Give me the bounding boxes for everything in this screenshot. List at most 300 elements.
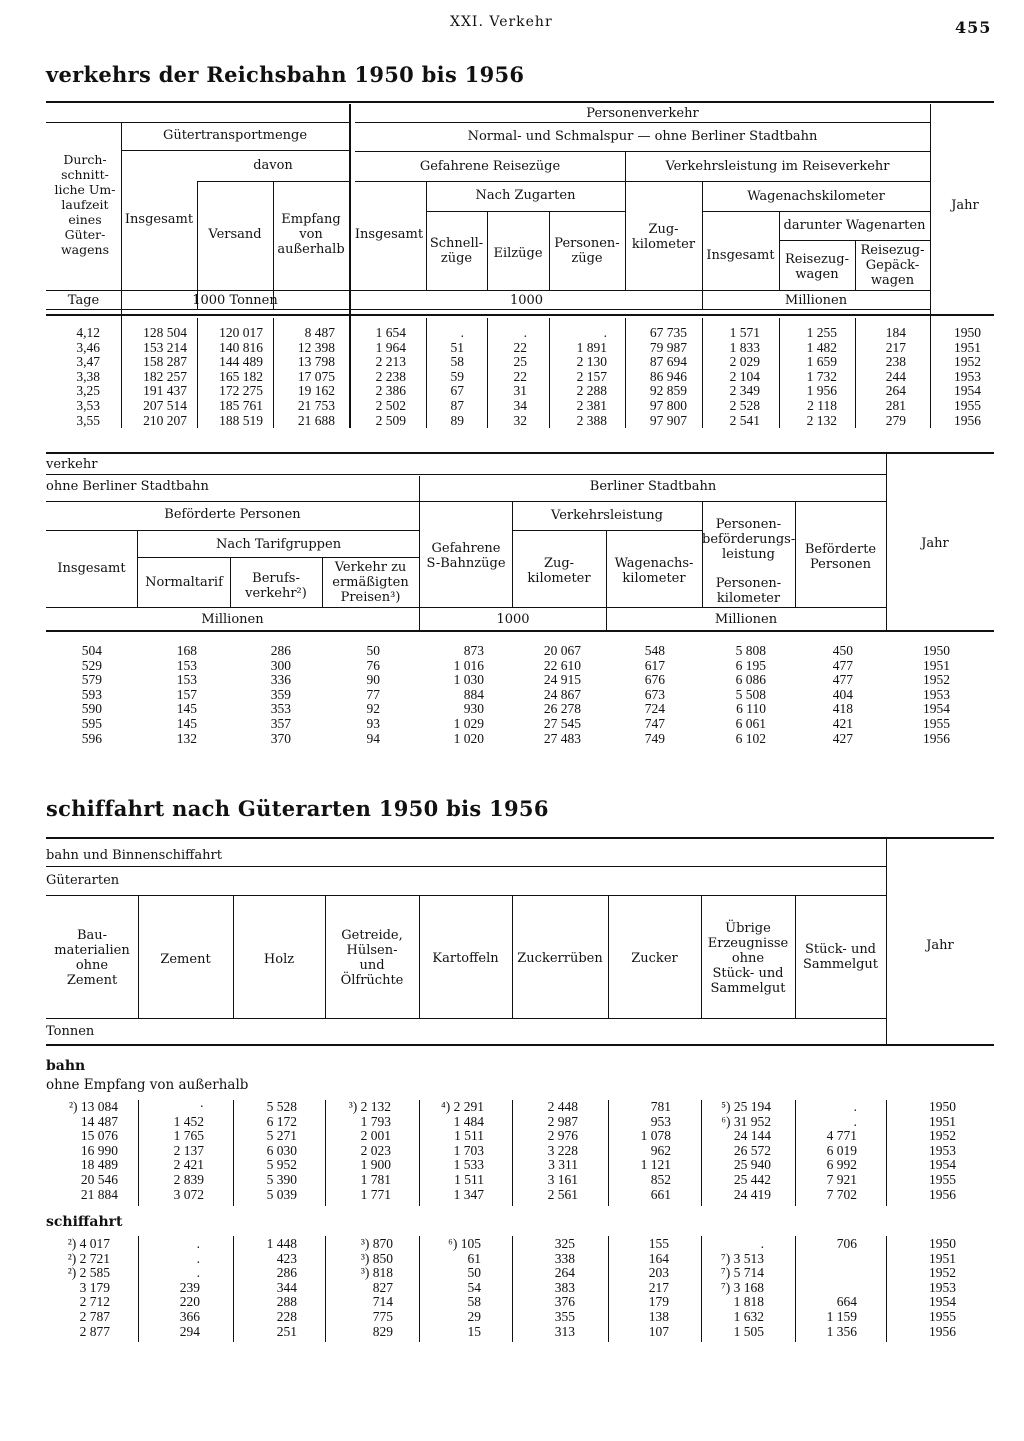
col-umlaufzeit-cell: 4,12 bbox=[76, 325, 100, 340]
h-verkehrsleistung: Verkehrsleistung im Reiseverkehr bbox=[665, 159, 890, 174]
page-number: 455 bbox=[955, 18, 992, 37]
bahn-col-zement-cell: 3 072 bbox=[173, 1186, 204, 1202]
bahn-col-zement-cell: 1 765 bbox=[173, 1128, 204, 1144]
col-zugkilometer-cell: 92 859 bbox=[649, 383, 687, 399]
schiff-col-holz-cell: 286 bbox=[276, 1265, 297, 1281]
bahn-col-bau-cell: 15 076 bbox=[80, 1128, 118, 1144]
t2-col-jahr-cell: 1950 bbox=[923, 643, 950, 658]
t3-u-tonnen: Tonnen bbox=[46, 1024, 95, 1039]
schiff-col-getreide-cell: ³) 818 bbox=[360, 1265, 393, 1281]
t2-col-zugkm-cell: 24 915 bbox=[543, 672, 581, 688]
bahn-col-zucker-cell: 953 bbox=[650, 1113, 671, 1129]
schiff-col-zement bbox=[138, 1237, 200, 1339]
schiff-col-jahr-cell: 1953 bbox=[929, 1279, 956, 1295]
u-tage: Tage bbox=[67, 293, 100, 308]
t2-col-ermaessigt-cell: 94 bbox=[366, 730, 380, 746]
col-empfang bbox=[273, 326, 335, 428]
t2-col-zugkm bbox=[512, 644, 581, 746]
bahn-col-zuckerrueben-cell: 3 311 bbox=[548, 1157, 578, 1173]
bahn-col-stueck-cell: . bbox=[853, 1113, 857, 1129]
h-reisezugwagen: Reisezug- wagen bbox=[785, 252, 849, 282]
h-wagenachskilometer: Wagenachskilometer bbox=[747, 189, 885, 204]
schiff-col-zucker bbox=[608, 1237, 669, 1339]
schiff-col-kartoffeln-cell: 61 bbox=[467, 1250, 481, 1266]
t2-col-personenkm-cell: 5 808 bbox=[735, 643, 766, 658]
col-wagenachskm bbox=[702, 326, 760, 428]
t2-col-beruf-cell: 370 bbox=[270, 730, 291, 746]
bahn-col-zuckerrueben-cell: 3 228 bbox=[547, 1142, 578, 1158]
col-zugkilometer bbox=[625, 326, 687, 428]
bahn-col-zucker-cell: 852 bbox=[650, 1171, 671, 1187]
col-reisezuege-cell: 2 386 bbox=[375, 383, 406, 399]
bahn-col-holz-cell: 5 952 bbox=[266, 1157, 297, 1173]
col-zugkilometer-cell: 97 907 bbox=[649, 412, 687, 428]
bahn-col-stueck bbox=[795, 1100, 857, 1202]
schiff-col-bau-cell: ²) 2 721 bbox=[67, 1250, 110, 1266]
t2-col-wagenachskm-cell: 747 bbox=[644, 715, 665, 731]
bahn-col-zement bbox=[138, 1100, 204, 1202]
t3-zement: Zement bbox=[160, 952, 211, 967]
bahn-col-kartoffeln-cell: ⁴) 2 291 bbox=[441, 1099, 484, 1114]
col-umlaufzeit-cell: 3,53 bbox=[76, 397, 100, 413]
t2-sbahnzuege: Gefahrene S-Bahnzüge bbox=[426, 541, 506, 571]
schiff-col-getreide-cell: 827 bbox=[372, 1279, 393, 1295]
col-jahr-1-cell: 1956 bbox=[954, 412, 981, 428]
bahn-col-zement-cell: · bbox=[199, 1099, 204, 1114]
t2-col-sbahn-cell: 1 030 bbox=[453, 672, 484, 688]
t2-col-normaltarif-cell: 168 bbox=[176, 643, 197, 658]
schiff-col-zement-cell: 366 bbox=[179, 1308, 200, 1324]
bahn-col-bau-cell: 20 546 bbox=[80, 1171, 118, 1187]
t2-ohne-berliner: ohne Berliner Stadtbahn bbox=[46, 479, 209, 494]
schiff-col-getreide-cell: 829 bbox=[372, 1323, 393, 1339]
t2-col-ermaessigt-cell: 90 bbox=[366, 672, 380, 688]
schiff-col-zucker-cell: 138 bbox=[648, 1308, 669, 1324]
schiff-col-zuckerrueben-cell: 313 bbox=[554, 1323, 575, 1339]
t2-wagenachskm: Wagenachs- kilometer bbox=[614, 556, 694, 586]
col-schnellzuege-cell: 51 bbox=[450, 339, 464, 355]
col-reisezuege-cell: 2 213 bbox=[375, 354, 406, 370]
bahn-col-bau-cell: ²) 13 084 bbox=[68, 1099, 118, 1114]
table3-title: schiffahrt nach Güterarten 1950 bis 1956 bbox=[46, 796, 549, 821]
bahn-col-jahr-cell: 1954 bbox=[929, 1157, 956, 1173]
t2-col-ermaessigt bbox=[322, 644, 380, 746]
t2-personenbefoerderung: Personen- beförderungs- leistung bbox=[702, 517, 796, 562]
h-personenverkehr: Personenverkehr bbox=[586, 106, 699, 121]
bahn-col-stueck-cell: 7 921 bbox=[826, 1171, 857, 1187]
schiff-col-kartoffeln-cell: 29 bbox=[467, 1308, 481, 1324]
bahn-col-stueck-cell: 6 019 bbox=[826, 1142, 857, 1158]
schiff-col-holz-cell: 344 bbox=[276, 1279, 297, 1295]
col-gepaeckwagen-cell: 217 bbox=[885, 339, 906, 355]
u-1000: 1000 bbox=[509, 293, 544, 308]
schiff-col-zement-cell: . bbox=[196, 1265, 200, 1281]
schiff-col-holz bbox=[233, 1237, 297, 1339]
bahn-col-uebrige-cell: 25 442 bbox=[733, 1171, 771, 1187]
t2-col-jahr-cell: 1954 bbox=[923, 701, 950, 717]
t3-baumaterialien: Bau- materialien ohne Zement bbox=[54, 928, 130, 988]
t2-jahr: Jahr bbox=[921, 536, 949, 551]
h-guetertransport: Gütertransportmenge bbox=[162, 128, 308, 143]
t2-befoerderte: Beförderte Personen bbox=[804, 542, 877, 572]
t2-col-wagenachskm bbox=[606, 644, 665, 746]
col-umlaufzeit-cell: 3,25 bbox=[76, 383, 100, 399]
bahn-col-zucker-cell: 1 078 bbox=[640, 1128, 671, 1144]
h-insgesamt-gueter: Insgesamt bbox=[124, 212, 194, 227]
bahn-col-kartoffeln-cell: 1 703 bbox=[453, 1142, 484, 1158]
t3-kartoffeln: Kartoffeln bbox=[432, 951, 499, 966]
col-umlaufzeit-cell: 3,46 bbox=[76, 339, 100, 355]
t2-col-personenkm-cell: 6 086 bbox=[735, 672, 766, 688]
t2-col-sbahn-cell: 884 bbox=[463, 686, 484, 702]
t2-col-normaltarif bbox=[138, 644, 197, 746]
col-personenzuege-cell: 2 157 bbox=[576, 368, 607, 384]
schiff-col-uebrige-cell: ⁷) 3 513 bbox=[721, 1250, 764, 1266]
t2-col-befoerderte-cell: 421 bbox=[832, 715, 853, 731]
schiff-col-zuckerrueben-cell: 325 bbox=[554, 1236, 575, 1251]
bahn-col-uebrige-cell: 24 419 bbox=[733, 1186, 771, 1202]
col-gueter-insgesamt-cell: 158 287 bbox=[143, 354, 187, 370]
col-reisezugwagen-cell: 2 132 bbox=[806, 412, 837, 428]
schiff-col-zement-cell: . bbox=[196, 1236, 200, 1251]
bahn-col-getreide-cell: 1 793 bbox=[360, 1113, 391, 1129]
schiff-col-holz-cell: 288 bbox=[276, 1294, 297, 1310]
bahn-col-jahr-cell: 1951 bbox=[929, 1113, 956, 1129]
schiff-col-bau-cell: ²) 4 017 bbox=[67, 1236, 110, 1251]
bahn-col-uebrige-cell: 26 572 bbox=[733, 1142, 771, 1158]
bahn-col-jahr-cell: 1955 bbox=[929, 1171, 956, 1187]
schiff-col-zucker-cell: 217 bbox=[648, 1279, 669, 1295]
bahn-col-zement-cell: 2 421 bbox=[173, 1157, 204, 1173]
u-1000-tonnen: 1000 Tonnen bbox=[192, 293, 278, 308]
bahn-col-kartoffeln-cell: 1 484 bbox=[453, 1113, 484, 1129]
col-personenzuege-cell: 1 891 bbox=[576, 339, 607, 355]
t2-col-personenkm-cell: 6 195 bbox=[735, 657, 766, 673]
col-gepaeckwagen-cell: 264 bbox=[885, 383, 906, 399]
h-nach-zugarten: Nach Zugarten bbox=[475, 188, 576, 203]
t2-col-personenkm-cell: 6 102 bbox=[735, 730, 766, 746]
col-personenzuege-cell: 2 130 bbox=[576, 354, 607, 370]
t2-col-normaltarif-cell: 145 bbox=[176, 715, 197, 731]
schiff-col-zuckerrueben-cell: 383 bbox=[554, 1279, 575, 1295]
t2-col-beruf-cell: 286 bbox=[270, 643, 291, 658]
col-jahr-1-cell: 1951 bbox=[954, 339, 981, 355]
t3-gueterarten: Güterarten bbox=[46, 873, 120, 888]
col-versand-cell: 172 275 bbox=[219, 383, 263, 399]
bahn-col-getreide-cell: 1 900 bbox=[360, 1157, 391, 1173]
col-empfang-cell: 19 162 bbox=[297, 383, 335, 399]
t2-col-wagenachskm-cell: 548 bbox=[644, 643, 665, 658]
t2-col-ermaessigt-cell: 77 bbox=[366, 686, 380, 702]
t2-col-insgesamt-cell: 590 bbox=[81, 701, 102, 717]
t2-col-jahr-cell: 1956 bbox=[923, 730, 950, 746]
col-empfang-cell: 21 688 bbox=[297, 412, 335, 428]
t2-berufsverkehr: Berufs- verkehr²) bbox=[245, 571, 307, 601]
t2-col-normaltarif-cell: 145 bbox=[176, 701, 197, 717]
bahn-col-getreide-cell: ³) 2 132 bbox=[348, 1099, 391, 1114]
schiff-col-zement-cell: 220 bbox=[179, 1294, 200, 1310]
t2-col-beruf-cell: 357 bbox=[270, 715, 291, 731]
bahn-col-kartoffeln-cell: 1 533 bbox=[453, 1157, 484, 1173]
t2-col-personenkm-cell: 6 110 bbox=[736, 701, 766, 717]
schiff-col-zucker-cell: 107 bbox=[648, 1323, 669, 1339]
col-gueter-insgesamt-cell: 153 214 bbox=[143, 339, 187, 355]
col-wagenachskm-cell: 1 571 bbox=[729, 325, 760, 340]
col-versand-cell: 120 017 bbox=[219, 325, 263, 340]
bahn-col-bau-cell: 21 884 bbox=[80, 1186, 118, 1202]
t3-getreide: Getreide, Hülsen- und Ölfrüchte bbox=[340, 928, 404, 988]
bahn-col-holz-cell: 5 528 bbox=[266, 1099, 297, 1114]
schiff-col-jahr-cell: 1952 bbox=[929, 1265, 956, 1281]
t2-col-normaltarif-cell: 132 bbox=[176, 730, 197, 746]
col-reisezuege-cell: 2 502 bbox=[375, 397, 406, 413]
schiff-col-getreide-cell: 714 bbox=[372, 1294, 393, 1310]
schiff-col-zement-cell: 294 bbox=[179, 1323, 200, 1339]
t3-holz: Holz bbox=[263, 952, 295, 967]
bahn-col-uebrige-cell: ⁵) 25 194 bbox=[721, 1099, 771, 1114]
t2-col-sbahn-cell: 873 bbox=[463, 643, 484, 658]
bahn-col-zement-cell: 2 137 bbox=[173, 1142, 204, 1158]
t2-u-millionen-2: Millionen bbox=[714, 612, 778, 627]
bahn-col-bau-cell: 16 990 bbox=[80, 1142, 118, 1158]
schiff-col-holz-cell: 251 bbox=[276, 1323, 297, 1339]
t2-col-ermaessigt-cell: 92 bbox=[366, 701, 380, 717]
schiff-col-holz-cell: 1 448 bbox=[266, 1236, 297, 1251]
col-versand-cell: 165 182 bbox=[219, 368, 263, 384]
bahn-col-getreide-cell: 2 023 bbox=[360, 1142, 391, 1158]
schiff-col-zucker-cell: 179 bbox=[648, 1294, 669, 1310]
t2-col-sbahn bbox=[420, 644, 484, 746]
h-zugkilometer: Zug- kilometer bbox=[631, 222, 696, 252]
t2-col-jahr-cell: 1952 bbox=[923, 672, 950, 688]
bahn-col-stueck-cell: . bbox=[853, 1099, 857, 1114]
t2-col-ermaessigt-cell: 93 bbox=[366, 715, 380, 731]
t2-col-insgesamt-cell: 596 bbox=[81, 730, 102, 746]
col-empfang-cell: 12 398 bbox=[297, 339, 335, 355]
schiff-col-kartoffeln bbox=[419, 1237, 481, 1339]
col-gepaeckwagen-cell: 281 bbox=[885, 397, 906, 413]
t2-verkehr: verkehr bbox=[46, 457, 98, 472]
t2-col-zugkm-cell: 20 067 bbox=[543, 643, 581, 658]
t3-section-schiffahrt: schiffahrt bbox=[46, 1214, 123, 1230]
col-empfang-cell: 17 075 bbox=[297, 368, 335, 384]
col-wagenachskm-cell: 2 349 bbox=[729, 383, 760, 399]
t2-insgesamt: Insgesamt bbox=[57, 561, 126, 576]
t2-col-befoerderte-cell: 477 bbox=[832, 672, 853, 688]
schiff-col-holz-cell: 228 bbox=[276, 1308, 297, 1324]
col-versand-cell: 140 816 bbox=[219, 339, 263, 355]
t3-stueckgut: Stück- und Sammelgut bbox=[802, 942, 879, 972]
t2-col-normaltarif-cell: 157 bbox=[176, 686, 197, 702]
col-reisezugwagen-cell: 1 956 bbox=[806, 383, 837, 399]
t2-col-jahr-cell: 1953 bbox=[923, 686, 950, 702]
bahn-col-zuckerrueben-cell: 2 561 bbox=[547, 1186, 578, 1202]
col-gueter-insgesamt-cell: 182 257 bbox=[143, 368, 187, 384]
bahn-col-getreide-cell: 1 781 bbox=[360, 1171, 391, 1187]
col-versand-cell: 188 519 bbox=[219, 412, 263, 428]
col-gepaeckwagen-cell: 238 bbox=[885, 354, 906, 370]
col-gepaeckwagen-cell: 184 bbox=[885, 325, 906, 340]
col-reisezuege bbox=[351, 326, 406, 428]
col-schnellzuege-cell: 58 bbox=[450, 354, 464, 370]
col-schnellzuege-cell: 67 bbox=[450, 383, 464, 399]
bahn-col-jahr-cell: 1953 bbox=[929, 1142, 956, 1158]
bahn-col-uebrige-cell: 24 144 bbox=[733, 1128, 771, 1144]
col-zugkilometer-cell: 87 694 bbox=[649, 354, 687, 370]
col-versand-cell: 185 761 bbox=[219, 397, 263, 413]
bahn-col-zement-cell: 1 452 bbox=[173, 1113, 204, 1129]
schiff-col-uebrige-cell: 1 505 bbox=[733, 1323, 764, 1339]
col-gueter-insgesamt bbox=[121, 326, 187, 428]
bahn-col-zuckerrueben-cell: 2 987 bbox=[547, 1113, 578, 1129]
h-schnellzuege: Schnell- züge bbox=[429, 236, 484, 266]
bahn-col-holz-cell: 5 039 bbox=[266, 1186, 297, 1202]
h-darunter-wagenarten: darunter Wagenarten bbox=[783, 218, 926, 233]
col-jahr-1-cell: 1955 bbox=[954, 397, 981, 413]
bahn-col-kartoffeln-cell: 1 511 bbox=[454, 1171, 484, 1187]
schiff-col-jahr bbox=[886, 1237, 956, 1339]
h-umlaufzeit: Durch- schnitt- liche Um- laufzeit eines Güter- wagens bbox=[54, 152, 116, 257]
col-personenzuege-cell: 2 388 bbox=[576, 412, 607, 428]
t2-col-ermaessigt-cell: 76 bbox=[366, 657, 380, 673]
col-personenzuege-cell: 2 288 bbox=[576, 383, 607, 399]
schiff-col-bau bbox=[46, 1237, 110, 1339]
t2-col-personenkm-cell: 6 061 bbox=[735, 715, 766, 731]
col-empfang-cell: 8 487 bbox=[304, 325, 335, 340]
t2-col-insgesamt bbox=[46, 644, 102, 746]
t3-jahr: Jahr bbox=[926, 938, 954, 953]
col-versand-cell: 144 489 bbox=[219, 354, 263, 370]
col-versand bbox=[197, 326, 263, 428]
bahn-col-holz-cell: 5 271 bbox=[266, 1128, 297, 1144]
schiff-col-zucker-cell: 203 bbox=[648, 1265, 669, 1281]
t2-normaltarif: Normaltarif bbox=[145, 575, 223, 590]
col-schnellzuege-cell: 89 bbox=[450, 412, 464, 428]
schiff-col-kartoffeln-cell: 58 bbox=[467, 1294, 481, 1310]
section-header: XXI. Verkehr bbox=[450, 14, 553, 30]
t2-col-wagenachskm-cell: 673 bbox=[644, 686, 665, 702]
schiff-col-bau-cell: 2 787 bbox=[79, 1308, 110, 1324]
schiff-col-zuckerrueben-cell: 376 bbox=[554, 1294, 575, 1310]
bahn-col-jahr-cell: 1956 bbox=[929, 1186, 956, 1202]
bahn-col-zuckerrueben-cell: 2 976 bbox=[547, 1128, 578, 1144]
schiff-col-bau-cell: 3 179 bbox=[79, 1279, 110, 1295]
bahn-col-bau-cell: 18 489 bbox=[80, 1157, 118, 1173]
col-reisezugwagen-cell: 1 659 bbox=[806, 354, 837, 370]
schiff-col-uebrige-cell: 1 632 bbox=[733, 1308, 764, 1324]
t2-col-normaltarif-cell: 153 bbox=[176, 657, 197, 673]
schiff-col-stueck-cell: 664 bbox=[836, 1294, 857, 1310]
t2-col-sbahn-cell: 1 029 bbox=[453, 715, 484, 731]
t3-bahn-binnen: bahn und Binnenschiffahrt bbox=[46, 848, 222, 863]
t2-col-befoerderte-cell: 418 bbox=[832, 701, 853, 717]
col-umlaufzeit bbox=[46, 326, 100, 428]
h-versand: Versand bbox=[208, 227, 262, 242]
bahn-col-kartoffeln-cell: 1 347 bbox=[453, 1186, 484, 1202]
t2-col-wagenachskm-cell: 617 bbox=[644, 657, 665, 673]
t3-uebrige: Übrige Erzeugnisse ohne Stück- und Sammelgut bbox=[707, 921, 789, 996]
col-wagenachskm-cell: 2 528 bbox=[729, 397, 760, 413]
t2-col-wagenachskm-cell: 724 bbox=[644, 701, 665, 717]
h-empfang: Empfang von außerhalb bbox=[277, 212, 345, 257]
t2-col-beruf-cell: 300 bbox=[270, 657, 291, 673]
t2-col-zugkm-cell: 22 610 bbox=[543, 657, 581, 673]
col-wagenachskm-cell: 2 104 bbox=[729, 368, 760, 384]
col-schnellzuege-cell: 87 bbox=[450, 397, 464, 413]
bahn-col-zucker-cell: 661 bbox=[650, 1186, 671, 1202]
col-eilzuege-cell: 34 bbox=[513, 397, 527, 413]
t2-col-wagenachskm-cell: 749 bbox=[644, 730, 665, 746]
h-gefahrene-reisezuege: Gefahrene Reisezüge bbox=[419, 159, 561, 174]
schiff-col-kartoffeln-cell: 50 bbox=[467, 1265, 481, 1281]
bahn-col-uebrige bbox=[701, 1100, 771, 1202]
schiff-col-zucker-cell: 164 bbox=[648, 1250, 669, 1266]
u-millionen: Millionen bbox=[784, 293, 848, 308]
bahn-col-holz-cell: 5 390 bbox=[266, 1171, 297, 1187]
h-insgesamt-wagenachs: Insgesamt bbox=[706, 248, 775, 263]
t2-col-insgesamt-cell: 529 bbox=[81, 657, 102, 673]
bahn-col-zucker-cell: 1 121 bbox=[640, 1157, 671, 1173]
t2-zugkilometer: Zug- kilometer bbox=[527, 556, 591, 586]
t2-col-personenkm bbox=[702, 644, 766, 746]
t2-col-befoerderte-cell: 477 bbox=[832, 657, 853, 673]
bahn-col-getreide-cell: 1 771 bbox=[360, 1186, 391, 1202]
t2-col-befoerderte-cell: 427 bbox=[832, 730, 853, 746]
t3-zucker: Zucker bbox=[631, 951, 678, 966]
bahn-col-zucker bbox=[608, 1100, 671, 1202]
schiff-col-bau-cell: ²) 2 585 bbox=[67, 1265, 110, 1281]
col-jahr-1-cell: 1954 bbox=[954, 383, 981, 399]
t2-col-beruf-cell: 359 bbox=[270, 686, 291, 702]
bahn-col-zucker-cell: 962 bbox=[650, 1142, 671, 1158]
t2-col-normaltarif-cell: 153 bbox=[176, 672, 197, 688]
schiff-col-jahr-cell: 1955 bbox=[929, 1308, 956, 1324]
col-eilzuege-cell: 31 bbox=[513, 383, 527, 399]
col-gueter-insgesamt-cell: 210 207 bbox=[143, 412, 187, 428]
t2-u-1000: 1000 bbox=[496, 612, 530, 627]
schiff-col-getreide-cell: ³) 850 bbox=[360, 1250, 393, 1266]
h-jahr-1: Jahr bbox=[951, 198, 979, 213]
t2-col-beruf-cell: 353 bbox=[270, 701, 291, 717]
schiff-col-uebrige-cell: ⁷) 5 714 bbox=[721, 1265, 764, 1281]
schiff-col-kartoffeln-cell: ⁶) 105 bbox=[448, 1236, 481, 1251]
schiff-col-zuckerrueben-cell: 264 bbox=[554, 1265, 575, 1281]
col-reisezuege-cell: 2 509 bbox=[375, 412, 406, 428]
col-gueter-insgesamt-cell: 191 437 bbox=[143, 383, 187, 399]
col-empfang-cell: 21 753 bbox=[297, 397, 335, 413]
col-gueter-insgesamt-cell: 128 504 bbox=[143, 325, 187, 340]
bahn-col-uebrige-cell: ⁶) 31 952 bbox=[721, 1113, 771, 1129]
schiff-col-uebrige bbox=[701, 1237, 764, 1339]
bahn-col-zuckerrueben-cell: 2 448 bbox=[547, 1099, 578, 1114]
t2-verkehrsleistung: Verkehrsleistung bbox=[551, 508, 663, 523]
col-jahr-1 bbox=[930, 326, 981, 428]
schiff-col-holz-cell: 423 bbox=[276, 1250, 297, 1266]
bahn-col-uebrige-cell: 25 940 bbox=[733, 1157, 771, 1173]
bahn-col-jahr bbox=[886, 1100, 956, 1202]
bahn-col-holz-cell: 6 172 bbox=[266, 1113, 297, 1129]
t2-ermaessigt: Verkehr zu ermäßigten Preisen³) bbox=[332, 560, 409, 605]
t2-col-insgesamt-cell: 595 bbox=[81, 715, 102, 731]
col-wagenachskm-cell: 2 029 bbox=[729, 354, 760, 370]
t3-zuckerrueben: Zuckerrüben bbox=[517, 951, 603, 966]
schiff-col-jahr-cell: 1951 bbox=[929, 1250, 956, 1266]
col-schnellzuege-cell: . bbox=[460, 325, 464, 340]
schiff-col-kartoffeln-cell: 54 bbox=[467, 1279, 481, 1295]
t2-col-sbahn-cell: 1 016 bbox=[453, 657, 484, 673]
t2-col-zugkm-cell: 27 483 bbox=[543, 730, 581, 746]
t2-col-personenkm-cell: 5 508 bbox=[735, 686, 766, 702]
